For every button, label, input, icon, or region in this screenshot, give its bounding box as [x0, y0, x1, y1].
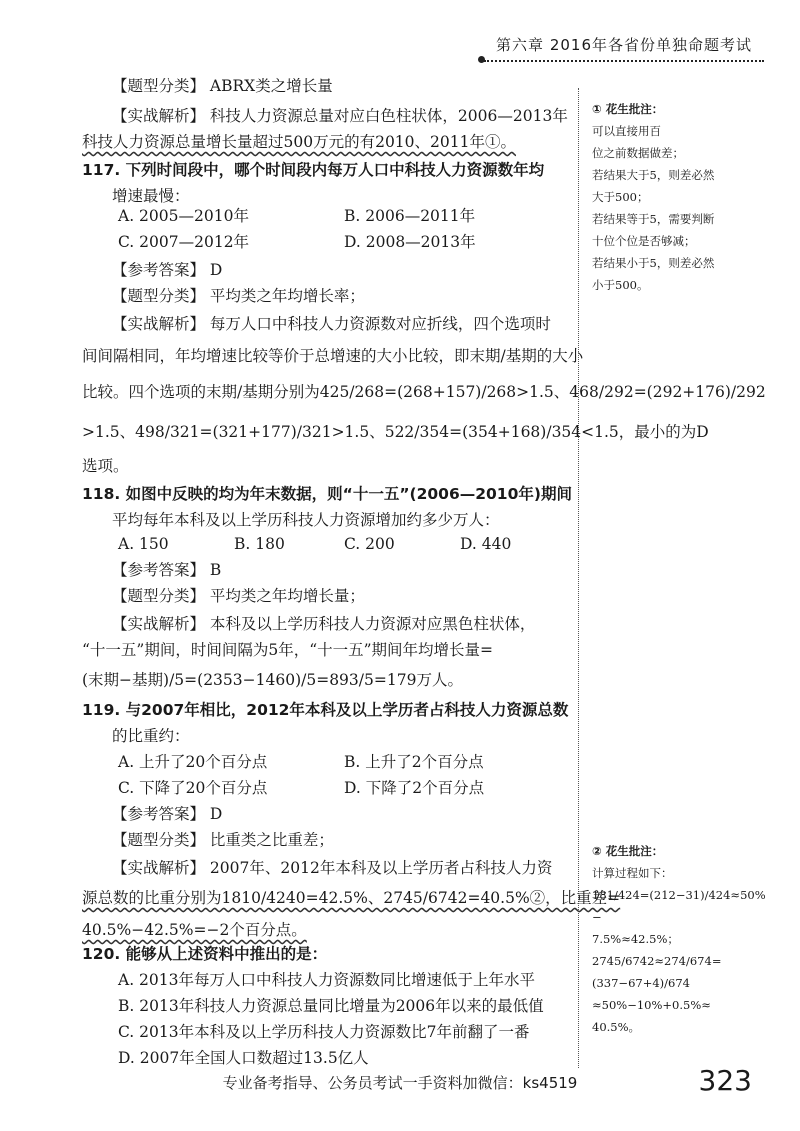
- analysis-line: 【实战解析】 2007年、2012年本科及以上学历者占科技人力资: [112, 859, 553, 877]
- option-a: A. 上升了20个百分点: [118, 753, 268, 771]
- note-line: 十位个位是否够减；: [592, 234, 696, 248]
- note-line: 2745/6742≈274/674=(337−67+4)/674: [592, 954, 722, 990]
- text-line: (末期−基期)/5=(2353−1460)/5=893/5=179万人。: [82, 671, 463, 689]
- option-d: D. 下降了2个百分点: [344, 779, 485, 797]
- note-line: 位之前数据做差；: [592, 146, 684, 160]
- option-d: D. 440: [460, 535, 512, 553]
- text-line: 选项。: [82, 457, 129, 475]
- text-line: 【实战解析】 科技人力资源总量对应白色柱状体，2006—2013年: [112, 107, 568, 125]
- header-rule: [484, 60, 764, 62]
- note-title: ① 花生批注：: [592, 102, 664, 116]
- option-d: D. 2008—2013年: [344, 233, 476, 251]
- option-c: C. 200: [344, 535, 395, 553]
- analysis-line: 【实战解析】 每万人口中科技人力资源数对应折线，四个选项时: [112, 315, 551, 333]
- option-a: A. 2013年每万人口中科技人力资源数同比增速低于上年水平: [118, 971, 535, 989]
- option-b: B. 2006—2011年: [344, 207, 476, 225]
- note-line: 大于500；: [592, 190, 649, 204]
- note-line: 若结果大于5，则差必然: [592, 168, 715, 182]
- text-line: 源总数的比重分别为1810/4240=42.5%、2745/6742=40.5%②，比重差=: [82, 889, 621, 907]
- footer-text: 专业备考指导、公务员考试一手资料加微信：ks4519: [222, 1074, 578, 1092]
- page-header: [0, 28, 800, 68]
- analysis-line: 【实战解析】 本科及以上学历科技人力资源对应黑色柱状体，: [112, 615, 536, 633]
- question-120: 120. 能够从上述资料中推出的是：: [82, 945, 328, 963]
- note-line: 181/424=(212−31)/424≈50%−: [592, 888, 766, 924]
- note-line: 若结果小于5，则差必然: [592, 256, 715, 270]
- answer-line: 【参考答案】 D: [112, 261, 223, 279]
- text-line: 科技人力资源总量增长量超过500万元的有2010、2011年①。: [82, 133, 516, 151]
- question-118: 118. 如图中反映的均为年末数据，则“十一五”(2006—2010年)期间: [82, 485, 572, 503]
- type-line: 【题型分类】 平均类之年均增长量；: [112, 587, 365, 605]
- answer-line: 【参考答案】 B: [112, 561, 222, 579]
- option-c: C. 2013年本科及以上学历科技人力资源数比7年前翻了一番: [118, 1023, 530, 1041]
- question-text: 的比重约：: [112, 727, 190, 745]
- answer-line: 【参考答案】 D: [112, 805, 223, 823]
- page-number: 323: [698, 1064, 752, 1097]
- option-d: D. 2007年全国人口数超过13.5亿人: [118, 1049, 369, 1067]
- type-line: 【题型分类】 比重类之比重差；: [112, 831, 334, 849]
- option-a: A. 150: [118, 535, 169, 553]
- note-line: 小于500。: [592, 278, 649, 292]
- note-line: 可以直接用百: [592, 124, 661, 138]
- text-line: 40.5%−42.5%=−2个百分点。: [82, 921, 307, 939]
- option-a: A. 2005—2010年: [118, 207, 249, 225]
- text-line: “十一五”期间，时间间隔为5年，“十一五”期间年均增长量=: [82, 641, 494, 659]
- text-line: 比较。四个选项的末期/基期分别为425/268=(268+157)/268>1.5、468/292=(292+176)/292: [82, 383, 766, 401]
- type-line: 【题型分类】 平均类之年均增长率；: [112, 287, 365, 305]
- side-note-2: [592, 840, 772, 1038]
- text-line: 间间隔相同，年均增速比较等价于总增速的大小比较，即末期/基期的大小: [82, 347, 584, 365]
- option-b: B. 2013年科技人力资源总量同比增量为2006年以来的最低值: [118, 997, 544, 1015]
- question-text: 增速最慢：: [112, 187, 190, 205]
- note-line: 计算过程如下：: [592, 866, 673, 880]
- option-c: C. 2007—2012年: [118, 233, 250, 251]
- note-line: 7.5%≈42.5%；: [592, 932, 679, 946]
- option-b: B. 上升了2个百分点: [344, 753, 484, 771]
- note-line: 40.5%。: [592, 1020, 641, 1034]
- note-title: ② 花生批注：: [592, 844, 664, 858]
- text-line: 【题型分类】 ABRX类之增长量: [112, 77, 333, 95]
- question-text: 平均每年本科及以上学历科技人力资源增加约多少万人：: [112, 511, 500, 529]
- chapter-title: 第六章 2016年各省份单独命题考试: [496, 36, 752, 54]
- option-c: C. 下降了20个百分点: [118, 779, 268, 797]
- question-119: 119. 与2007年相比，2012年本科及以上学历者占科技人力资源总数: [82, 701, 569, 719]
- side-note-1: [592, 98, 772, 296]
- note-line: 若结果等于5，需要判断: [592, 212, 715, 226]
- note-line: ≈50%−10%+0.5%≈: [592, 998, 711, 1012]
- text-line: >1.5、498/321=(321+177)/321>1.5、522/354=(354+168)/354<1.5，最小的为D: [82, 423, 709, 441]
- question-117: 117. 下列时间段中，哪个时间段内每万人口中科技人力资源数年均: [82, 161, 545, 179]
- option-b: B. 180: [234, 535, 285, 553]
